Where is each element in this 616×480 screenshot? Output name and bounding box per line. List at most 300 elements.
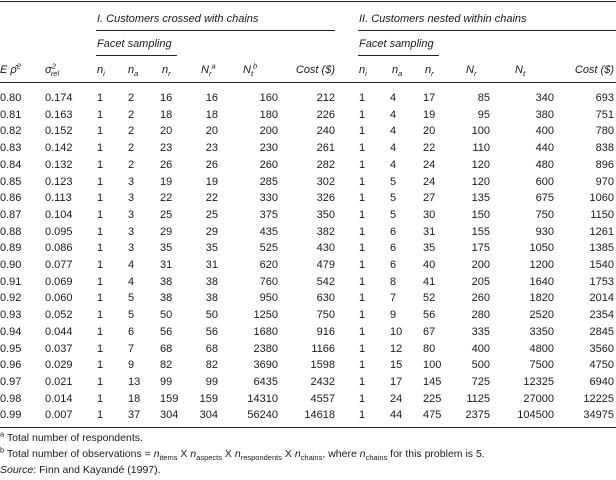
cell-na-2: 4 xyxy=(390,142,397,154)
cell-cost: 212 xyxy=(316,92,335,104)
cell-cost-2: 780 xyxy=(595,125,614,137)
cell-e-rho: 0.84 xyxy=(0,159,22,171)
cell-cost: 261 xyxy=(316,142,335,154)
cell-na-2: 10 xyxy=(390,326,403,338)
cell-Nt: 375 xyxy=(259,209,278,221)
header-sigma-rel: $\sigma^2_{rel}$ xyxy=(45,61,60,79)
cell-cost: 350 xyxy=(316,209,335,221)
cell-e-rho: 0.95 xyxy=(0,343,22,355)
cell-Nr-2: 280 xyxy=(471,309,490,321)
cell-sigma-rel: 0.123 xyxy=(45,176,73,188)
cell-nr-2: 20 xyxy=(423,125,436,137)
cell-nr: 29 xyxy=(160,226,173,238)
cell-Nt: 620 xyxy=(259,259,278,271)
cell-nr: 82 xyxy=(160,359,173,371)
cell-na: 7 xyxy=(128,343,135,355)
cell-sigma-rel: 0.069 xyxy=(45,276,73,288)
cell-nr: 22 xyxy=(160,192,173,204)
cell-cost-2: 34975 xyxy=(583,409,614,421)
cell-na-2: 5 xyxy=(390,176,397,188)
cell-nr: 31 xyxy=(160,259,173,271)
cell-e-rho: 0.90 xyxy=(0,259,22,271)
cell-ni-2: 1 xyxy=(359,209,366,221)
cell-cost-2: 4750 xyxy=(589,359,614,371)
cell-Nr-2: 2375 xyxy=(465,409,490,421)
cell-cost: 916 xyxy=(316,326,335,338)
cell-ni: 1 xyxy=(97,109,104,121)
cell-nr: 38 xyxy=(160,292,173,304)
cell-Nt-2: 675 xyxy=(535,192,554,204)
cell-sigma-rel: 0.037 xyxy=(45,343,73,355)
cell-sigma-rel: 0.152 xyxy=(45,125,73,137)
cell-na-2: 9 xyxy=(390,309,397,321)
cell-nr: 304 xyxy=(160,409,179,421)
cell-ni: 1 xyxy=(97,92,104,104)
cell-nr-2: 27 xyxy=(423,192,436,204)
cell-na-2: 44 xyxy=(390,409,403,421)
cell-na: 2 xyxy=(128,92,135,104)
cell-e-rho: 0.81 xyxy=(0,109,22,121)
cell-Nt-2: 12325 xyxy=(523,376,554,388)
group1-rule xyxy=(96,30,335,31)
cell-ni-2: 1 xyxy=(359,343,366,355)
cell-cost-2: 1385 xyxy=(589,242,614,254)
facet-rule-1 xyxy=(96,55,177,56)
cell-Nr: 29 xyxy=(205,226,218,238)
cell-na-2: 6 xyxy=(390,226,397,238)
cell-nr-2: 24 xyxy=(423,159,436,171)
cell-cost-2: 693 xyxy=(595,92,614,104)
cell-Nt: 760 xyxy=(259,276,278,288)
cell-cost: 1166 xyxy=(311,343,335,355)
cell-Nt-2: 340 xyxy=(535,92,554,104)
cell-Nr-2: 205 xyxy=(471,276,490,288)
cell-nr-2: 17 xyxy=(423,92,436,104)
cell-cost: 14618 xyxy=(304,409,335,421)
cell-Nr: 159 xyxy=(199,393,218,405)
cell-na: 3 xyxy=(128,242,135,254)
cell-cost: 479 xyxy=(316,259,335,271)
cell-ni-2: 1 xyxy=(359,409,366,421)
cell-sigma-rel: 0.021 xyxy=(45,376,73,388)
cell-cost-2: 2354 xyxy=(589,309,614,321)
cell-Nt-2: 7500 xyxy=(529,359,554,371)
cell-Nr: 99 xyxy=(205,376,218,388)
cell-ni-2: 1 xyxy=(359,226,366,238)
cell-cost: 2432 xyxy=(310,376,335,388)
cell-cost: 302 xyxy=(316,176,335,188)
group2-rule xyxy=(358,30,616,31)
cell-sigma-rel: 0.132 xyxy=(45,159,73,171)
cell-nr-2: 145 xyxy=(423,376,442,388)
cell-Nr: 50 xyxy=(205,309,218,321)
cell-Nr-2: 335 xyxy=(471,326,490,338)
cell-Nt: 1250 xyxy=(253,309,278,321)
cell-Nt-2: 1050 xyxy=(529,242,554,254)
cell-nr-2: 56 xyxy=(423,309,436,321)
cell-cost-2: 1753 xyxy=(589,276,614,288)
cell-na: 37 xyxy=(128,409,141,421)
cell-na: 3 xyxy=(128,226,135,238)
cell-cost: 326 xyxy=(316,192,335,204)
cell-sigma-rel: 0.095 xyxy=(45,226,73,238)
cell-Nt-2: 1820 xyxy=(529,292,554,304)
cell-nr: 159 xyxy=(160,393,179,405)
cell-Nt: 200 xyxy=(259,125,278,137)
cell-Nr: 82 xyxy=(205,359,218,371)
cell-na: 2 xyxy=(128,159,135,171)
cell-e-rho: 0.83 xyxy=(0,142,22,154)
header-e-rho: E ρ̂$^2$ xyxy=(0,61,21,76)
cell-sigma-rel: 0.113 xyxy=(45,192,72,204)
cell-e-rho: 0.85 xyxy=(0,176,22,188)
cell-sigma-rel: 0.060 xyxy=(45,292,73,304)
cell-Nt: 1680 xyxy=(253,326,278,338)
cell-ni: 1 xyxy=(97,176,104,188)
cell-Nt-2: 3350 xyxy=(529,326,554,338)
cell-Nt: 260 xyxy=(259,159,278,171)
cell-na-2: 5 xyxy=(390,192,397,204)
cell-na-2: 4 xyxy=(390,109,397,121)
cell-e-rho: 0.86 xyxy=(0,192,22,204)
cell-Nr-2: 135 xyxy=(471,192,490,204)
cell-na-2: 4 xyxy=(390,159,397,171)
cell-ni-2: 1 xyxy=(359,109,366,121)
cell-Nr-2: 120 xyxy=(471,159,490,171)
cell-na: 18 xyxy=(128,393,141,405)
cell-Nr: 68 xyxy=(205,343,218,355)
cell-Nr-2: 725 xyxy=(471,376,490,388)
header-ni-1: $n_i$ xyxy=(97,64,105,79)
cell-ni: 1 xyxy=(97,242,104,254)
cell-cost-2: 838 xyxy=(595,142,614,154)
cell-na-2: 4 xyxy=(390,125,397,137)
cell-Nt: 230 xyxy=(259,142,278,154)
header-Nr-1: $N_r^a$ xyxy=(201,61,216,79)
cell-Nt-2: 104500 xyxy=(517,409,554,421)
cell-e-rho: 0.91 xyxy=(0,276,22,288)
cell-ni-2: 1 xyxy=(359,242,366,254)
cell-sigma-rel: 0.142 xyxy=(45,142,73,154)
cell-Nr-2: 110 xyxy=(472,142,490,154)
cell-Nr-2: 400 xyxy=(471,343,490,355)
cell-ni-2: 1 xyxy=(359,292,366,304)
cell-Nt-2: 2520 xyxy=(529,309,554,321)
cell-e-rho: 0.96 xyxy=(0,359,22,371)
cell-cost: 282 xyxy=(316,159,335,171)
cell-e-rho: 0.92 xyxy=(0,292,22,304)
cell-Nr: 31 xyxy=(205,259,218,271)
cell-na-2: 6 xyxy=(390,242,397,254)
header-Nr-2: $N_r$ xyxy=(466,64,477,79)
cell-ni: 1 xyxy=(97,292,104,304)
cell-ni-2: 1 xyxy=(359,92,366,104)
cell-cost-2: 1540 xyxy=(589,259,614,271)
cell-na-2: 8 xyxy=(390,276,397,288)
cell-sigma-rel: 0.086 xyxy=(45,242,73,254)
cell-Nt: 525 xyxy=(259,242,278,254)
cell-e-rho: 0.87 xyxy=(0,209,22,221)
cell-Nr-2: 85 xyxy=(477,92,490,104)
cell-na-2: 24 xyxy=(390,393,403,405)
cell-na-2: 17 xyxy=(390,376,403,388)
cell-cost-2: 6940 xyxy=(589,376,614,388)
cell-e-rho: 0.88 xyxy=(0,226,22,238)
cell-cost: 226 xyxy=(316,109,335,121)
cell-Nr-2: 95 xyxy=(477,109,490,121)
cell-Nt: 2380 xyxy=(253,343,278,355)
cell-ni-2: 1 xyxy=(359,309,366,321)
cell-cost-2: 896 xyxy=(595,159,614,171)
bottom-rule xyxy=(0,427,616,428)
header-cost-2: Cost ($) xyxy=(574,64,614,76)
cell-Nt-2: 1200 xyxy=(529,259,554,271)
cell-ni: 1 xyxy=(97,326,104,338)
cell-Nr-2: 175 xyxy=(471,242,490,254)
cell-e-rho: 0.97 xyxy=(0,376,22,388)
cell-na-2: 4 xyxy=(390,92,397,104)
cell-cost-2: 1261 xyxy=(589,226,614,238)
cell-cost-2: 2845 xyxy=(589,326,614,338)
cell-ni-2: 1 xyxy=(359,159,366,171)
cell-ni-2: 1 xyxy=(359,376,366,388)
cell-na-2: 12 xyxy=(390,343,403,355)
cell-sigma-rel: 0.007 xyxy=(45,409,73,421)
cell-Nr: 16 xyxy=(205,92,218,104)
cell-nr-2: 100 xyxy=(423,359,442,371)
cell-Nt: 6435 xyxy=(253,376,278,388)
cell-Nt: 3690 xyxy=(253,359,278,371)
cell-ni-2: 1 xyxy=(359,259,366,271)
cell-Nt-2: 930 xyxy=(535,226,554,238)
cell-nr: 20 xyxy=(160,125,173,137)
cell-Nr: 19 xyxy=(205,176,218,188)
cell-Nr: 26 xyxy=(205,159,218,171)
cell-ni-2: 1 xyxy=(359,359,366,371)
cell-na: 3 xyxy=(128,192,135,204)
cell-Nt-2: 440 xyxy=(535,142,554,154)
cell-na-2: 6 xyxy=(390,259,397,271)
cell-cost-2: 2014 xyxy=(589,292,614,304)
group1-title: I. Customers crossed with chains xyxy=(97,13,259,25)
cell-cost: 430 xyxy=(316,242,335,254)
cell-nr: 35 xyxy=(160,242,173,254)
cell-nr-2: 35 xyxy=(423,242,436,254)
cell-Nt: 14310 xyxy=(247,393,278,405)
header-bottom-rule xyxy=(0,82,616,83)
header-Nt-1: $N_t^b$ xyxy=(243,61,258,79)
cell-ni-2: 1 xyxy=(359,192,366,204)
cell-Nr: 38 xyxy=(205,276,218,288)
cell-cost-2: 3560 xyxy=(589,343,614,355)
group2-title: II. Customers nested within chains xyxy=(359,13,527,25)
cell-Nr-2: 120 xyxy=(471,176,490,188)
cell-Nt: 180 xyxy=(259,109,278,121)
cell-na: 2 xyxy=(128,142,135,154)
cell-ni-2: 1 xyxy=(359,326,366,338)
header-ni-2: $n_i$ xyxy=(359,64,367,79)
cell-nr-2: 40 xyxy=(423,259,436,271)
cell-na: 2 xyxy=(128,125,135,137)
header-cost-1: Cost ($) xyxy=(295,64,335,76)
cell-ni: 1 xyxy=(97,192,104,204)
cell-sigma-rel: 0.174 xyxy=(45,92,73,104)
cell-ni: 1 xyxy=(97,125,104,137)
cell-na: 4 xyxy=(128,276,135,288)
cell-Nr-2: 500 xyxy=(471,359,490,371)
cell-e-rho: 0.82 xyxy=(0,125,22,137)
cell-na-2: 7 xyxy=(390,292,397,304)
cell-Nt-2: 4800 xyxy=(529,343,554,355)
cell-ni: 1 xyxy=(97,276,104,288)
cell-sigma-rel: 0.163 xyxy=(45,109,73,121)
cell-Nt-2: 400 xyxy=(535,125,554,137)
cell-na: 3 xyxy=(128,209,135,221)
cell-nr-2: 19 xyxy=(423,109,436,121)
cell-ni: 1 xyxy=(97,343,104,355)
cell-nr: 25 xyxy=(160,209,173,221)
cell-sigma-rel: 0.044 xyxy=(45,326,73,338)
cell-e-rho: 0.80 xyxy=(0,92,22,104)
cell-ni: 1 xyxy=(97,142,104,154)
facet-rule-2 xyxy=(358,55,439,56)
cell-na: 2 xyxy=(128,109,135,121)
facet-sampling-label-2: Facet sampling xyxy=(359,38,434,50)
cell-Nt-2: 27000 xyxy=(523,393,554,405)
cell-Nr: 35 xyxy=(205,242,218,254)
cell-cost-2: 1150 xyxy=(590,209,614,221)
footnote-a: $^a$ Total number of respondents. xyxy=(0,429,143,444)
cell-na: 4 xyxy=(128,259,135,271)
cell-e-rho: 0.93 xyxy=(0,309,22,321)
cell-cost: 750 xyxy=(316,309,335,321)
cell-e-rho: 0.89 xyxy=(0,242,22,254)
cell-e-rho: 0.94 xyxy=(0,326,22,338)
cell-ni: 1 xyxy=(97,409,104,421)
cell-ni: 1 xyxy=(97,376,104,388)
cell-Nr: 38 xyxy=(205,292,218,304)
cell-na-2: 15 xyxy=(390,359,403,371)
cell-na: 13 xyxy=(128,376,141,388)
cell-Nr: 22 xyxy=(205,192,218,204)
cell-na: 6 xyxy=(128,326,135,338)
cell-cost: 542 xyxy=(316,276,335,288)
cell-ni: 1 xyxy=(97,209,104,221)
cell-na: 3 xyxy=(128,176,135,188)
cell-nr: 99 xyxy=(160,376,173,388)
header-na-2: $n_a$ xyxy=(392,64,403,79)
top-rule xyxy=(0,1,616,2)
cell-Nt-2: 480 xyxy=(535,159,554,171)
cell-sigma-rel: 0.014 xyxy=(45,393,73,405)
cell-nr: 18 xyxy=(160,109,173,121)
cell-cost-2: 1060 xyxy=(589,192,614,204)
cell-Nr: 20 xyxy=(205,125,218,137)
cell-Nt: 285 xyxy=(259,176,278,188)
cell-na: 5 xyxy=(128,292,135,304)
cell-sigma-rel: 0.104 xyxy=(45,209,73,221)
cell-Nt-2: 750 xyxy=(535,209,554,221)
cell-Nt: 950 xyxy=(259,292,278,304)
cell-Nt: 435 xyxy=(259,226,278,238)
cell-nr: 19 xyxy=(160,176,173,188)
cell-na: 5 xyxy=(128,309,135,321)
cell-cost-2: 12225 xyxy=(583,393,614,405)
cell-nr: 16 xyxy=(160,92,173,104)
header-na-1: $n_a$ xyxy=(128,64,139,79)
cell-Nr-2: 100 xyxy=(471,125,490,137)
cell-ni: 1 xyxy=(97,309,104,321)
cell-Nt-2: 380 xyxy=(535,109,554,121)
cell-nr-2: 24 xyxy=(423,176,436,188)
cell-e-rho: 0.99 xyxy=(0,409,22,421)
cell-Nt: 56240 xyxy=(247,409,278,421)
cell-nr-2: 31 xyxy=(423,226,436,238)
cell-cost: 1598 xyxy=(310,359,335,371)
cell-cost: 382 xyxy=(316,226,335,238)
cell-ni: 1 xyxy=(97,226,104,238)
cell-nr: 23 xyxy=(160,142,173,154)
cell-ni: 1 xyxy=(97,159,104,171)
cell-nr-2: 80 xyxy=(423,343,436,355)
cell-nr-2: 225 xyxy=(423,393,442,405)
cell-Nr-2: 260 xyxy=(471,292,490,304)
cell-Nt-2: 1640 xyxy=(529,276,554,288)
cell-Nr: 304 xyxy=(199,409,218,421)
cell-Nt-2: 600 xyxy=(535,176,554,188)
cell-Nr-2: 1125 xyxy=(466,393,490,405)
cell-nr: 68 xyxy=(160,343,173,355)
cell-Nr: 56 xyxy=(205,326,218,338)
cell-sigma-rel: 0.029 xyxy=(45,359,73,371)
cell-ni-2: 1 xyxy=(359,176,366,188)
cell-nr-2: 22 xyxy=(423,142,436,154)
header-Nt-2: $N_t$ xyxy=(515,64,526,79)
cell-Nr-2: 150 xyxy=(471,209,490,221)
cell-Nr: 23 xyxy=(205,142,218,154)
footnote-b: $^b$ Total number of observations = $n_{items}$ X $n_{aspects}$ X $n_{respondents}$ X $n_{chains}$, where $n_{chains}$ for this problem is 5. xyxy=(0,445,485,463)
cell-e-rho: 0.98 xyxy=(0,393,22,405)
cell-na: 9 xyxy=(128,359,135,371)
cell-ni: 1 xyxy=(97,259,104,271)
cell-cost-2: 970 xyxy=(595,176,614,188)
cell-sigma-rel: 0.052 xyxy=(45,309,73,321)
cell-Nt: 160 xyxy=(259,92,278,104)
cell-nr-2: 475 xyxy=(423,409,442,421)
cell-ni: 1 xyxy=(97,359,104,371)
cell-ni-2: 1 xyxy=(359,276,366,288)
cell-nr-2: 41 xyxy=(423,276,436,288)
cell-Nr: 18 xyxy=(205,109,218,121)
cell-nr-2: 52 xyxy=(423,292,436,304)
cell-nr: 26 xyxy=(160,159,173,171)
cell-ni-2: 1 xyxy=(359,142,366,154)
source-note: Source: Finn and Kayandé (1997). xyxy=(0,464,161,476)
cell-Nr-2: 155 xyxy=(471,226,490,238)
header-nr-2: $n_r$ xyxy=(425,64,434,79)
cell-Nr-2: 200 xyxy=(471,259,490,271)
cell-sigma-rel: 0.077 xyxy=(45,259,73,271)
cell-na-2: 5 xyxy=(390,209,397,221)
cell-ni-2: 1 xyxy=(359,125,366,137)
cell-nr-2: 30 xyxy=(423,209,436,221)
cell-Nt: 330 xyxy=(259,192,278,204)
facet-sampling-label-1: Facet sampling xyxy=(97,38,172,50)
cell-cost-2: 751 xyxy=(595,109,614,121)
cell-nr-2: 67 xyxy=(423,326,436,338)
cell-nr: 56 xyxy=(160,326,173,338)
cell-cost: 4557 xyxy=(310,393,335,405)
